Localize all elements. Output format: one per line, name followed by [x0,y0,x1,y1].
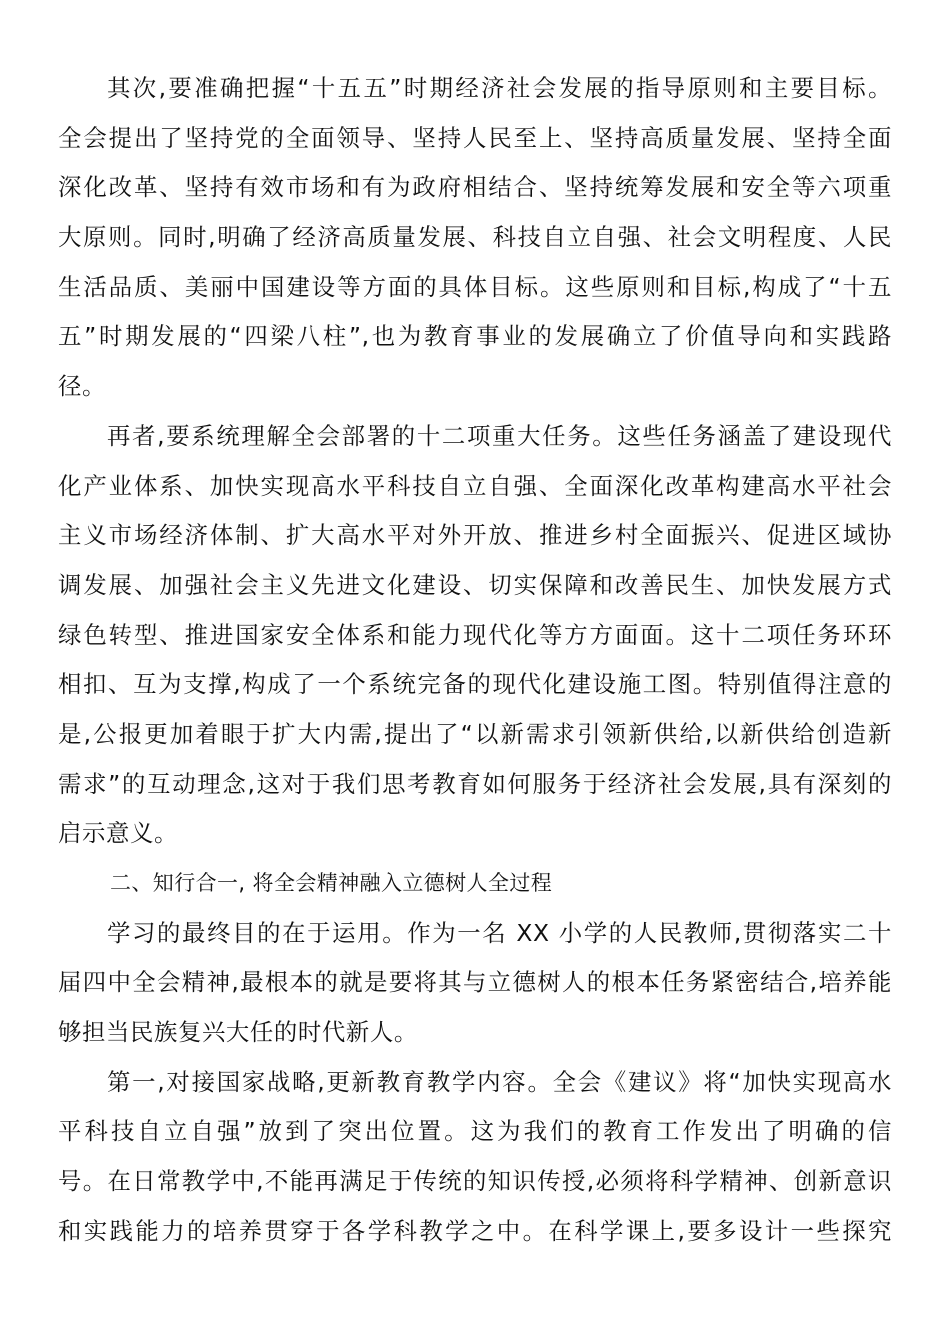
text-line: 是,公报更加着眼于扩大内需,提出了“以新需求引领新供给,以新供给创造新 [58,719,892,748]
text-line: 再者,要系统理解全会部署的十二项重大任务。这些任务涵盖了建设现代 [107,421,892,450]
text-line: 需求”的互动理念,这对于我们思考教育如何服务于经济社会发展,具有深刻的 [58,769,892,798]
text-line: 深化改革、坚持有效市场和有为政府相结合、坚持统筹发展和安全等六项重 [58,173,892,202]
paragraph-application [58,909,892,1058]
text-line: 径。 [58,372,106,401]
text-line: 全会提出了坚持党的全面领导、坚持人民至上、坚持高质量发展、坚持全面 [58,123,892,152]
text-line: 五”时期发展的“四梁八柱”,也为教育事业的发展确立了价值导向和实践路 [58,322,892,351]
text-line: 平科技自立自强”放到了突出位置。这为我们的教育工作发出了明确的信 [58,1117,892,1146]
paragraph-first-point [58,1058,892,1257]
text-line: 启示意义。 [58,819,178,848]
paragraph-guiding-principles [58,64,892,412]
paragraph-major-tasks [58,412,892,859]
text-line: 生活品质、美丽中国建设等方面的具体目标。这些原则和目标,构成了“十五 [58,272,892,301]
text-line: 届四中全会精神,最根本的就是要将其与立德树人的根本任务紧密结合,培养能 [58,968,892,997]
text-line: 相扣、互为支撑,构成了一个系统完备的现代化建设施工图。特别值得注意的 [58,670,892,699]
text-line: 其次,要准确把握“十五五”时期经济社会发展的指导原则和主要目标。 [107,74,892,102]
text-line: 学习的最终目的在于运用。作为一名 XX 小学的人民教师,贯彻落实二十 [107,918,892,947]
text-line: 绿色转型、推进国家安全体系和能力现代化等方方面面。这十二项任务环环 [58,620,892,649]
text-line: 够担当民族复兴大任的时代新人。 [58,1018,418,1047]
document-page [58,64,892,1257]
text-line: 号。在日常教学中,不能再满足于传统的知识传授,必须将科学精神、创新意识 [58,1167,892,1196]
section-heading [58,859,892,909]
text-line: 大原则。同时,明确了经济高质量发展、科技自立自强、社会文明程度、人民 [58,223,892,252]
heading-text: 二、知行合一, 将全会精神融入立德树人全过程 [110,871,553,895]
text-line: 化产业体系、加快实现高水平科技自立自强、全面深化改革构建高水平社会 [58,471,892,500]
text-line: 调发展、加强社会主义先进文化建设、切实保障和改善民生、加快发展方式 [58,570,892,599]
text-line: 第一,对接国家战略,更新教育教学内容。全会《建议》将“加快实现高水 [107,1067,892,1096]
text-line: 主义市场经济体制、扩大高水平对外开放、推进乡村全面振兴、促进区域协 [58,521,892,550]
text-line: 和实践能力的培养贯穿于各学科教学之中。在科学课上,要多设计一些探究 [58,1216,892,1245]
